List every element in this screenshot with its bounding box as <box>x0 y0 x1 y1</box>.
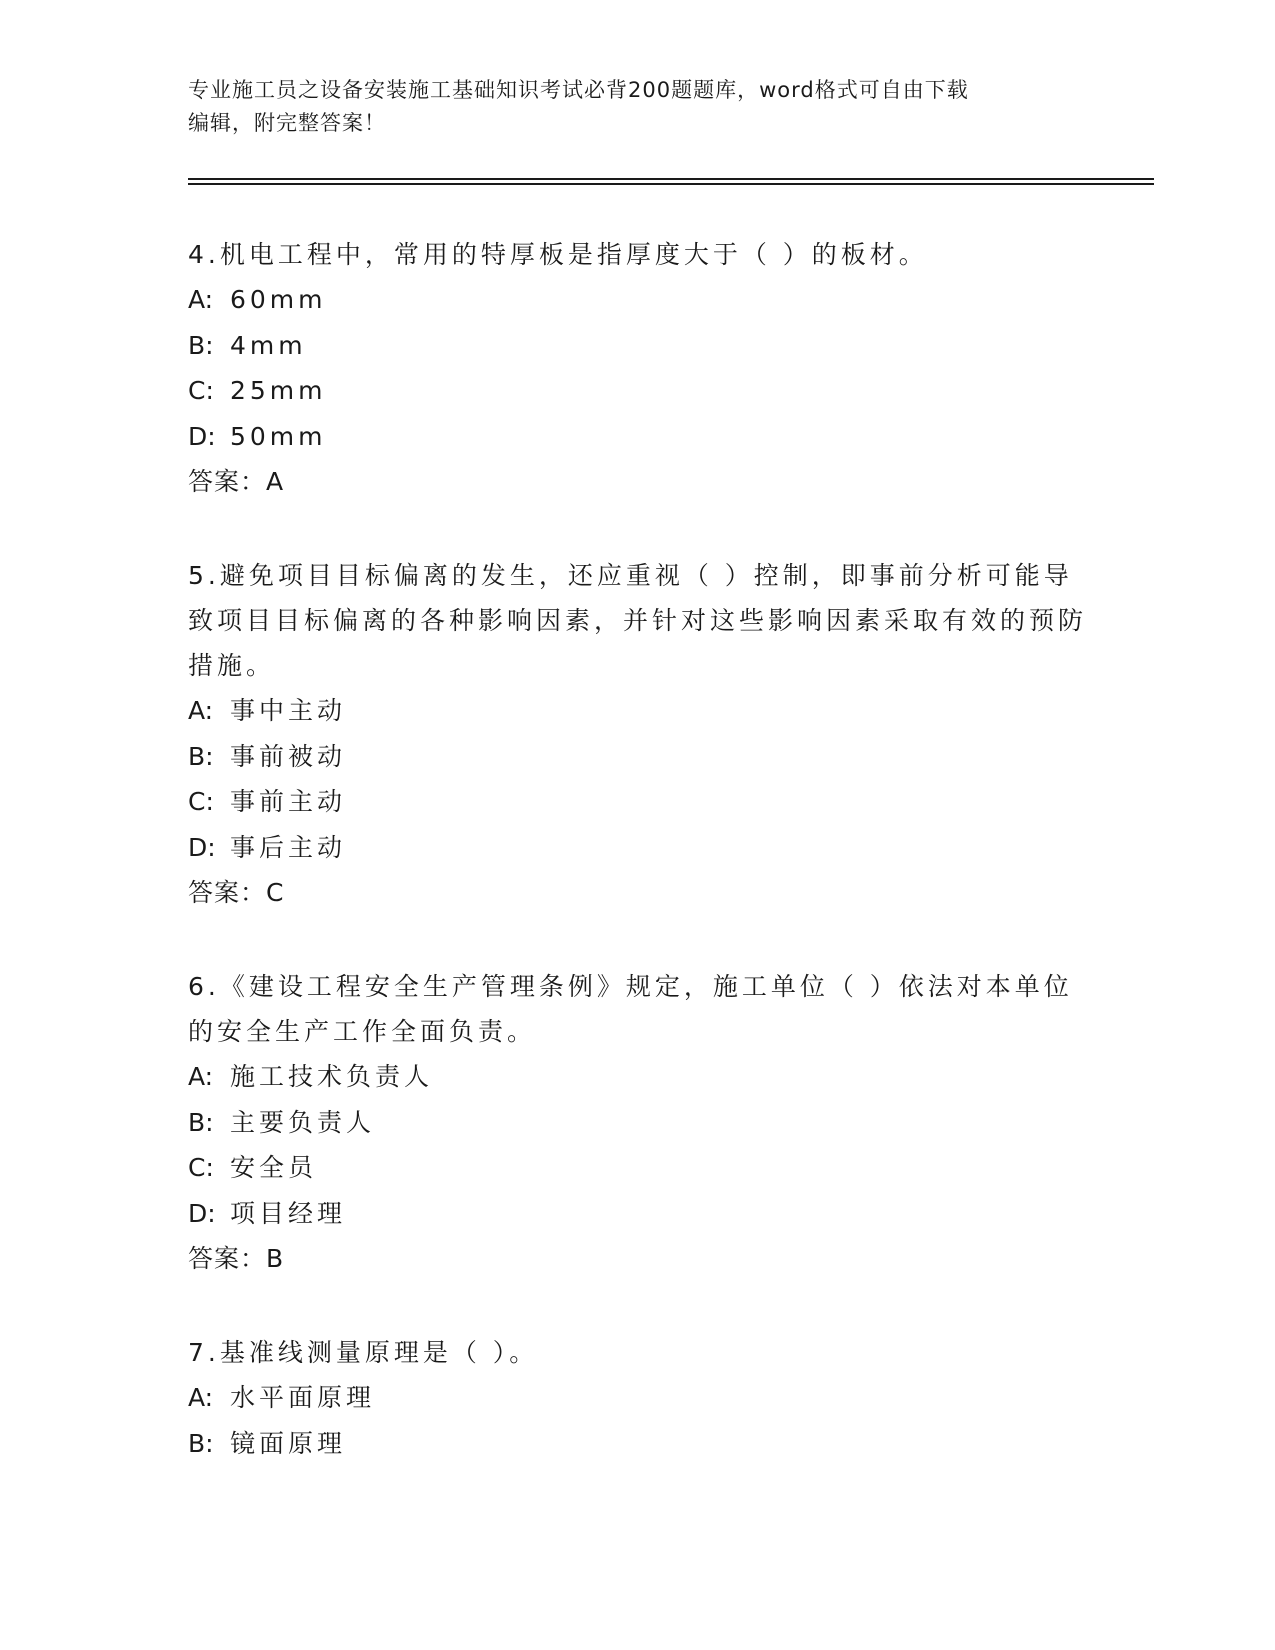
question-text: 4.机电工程中，常用的特厚板是指厚度大于（ ）的板材。 <box>188 240 928 269</box>
option-letter: B: <box>188 1428 214 1458</box>
option-text: 4mm <box>230 330 307 360</box>
option-text: 事中主动 <box>230 696 347 725</box>
option-a <box>188 1375 1088 1421</box>
question-text: 7.基准线测量原理是（ ）。 <box>188 1338 539 1367</box>
option-letter: B: <box>188 1107 214 1137</box>
option-a <box>188 1054 1088 1100</box>
option-d <box>188 1191 1088 1237</box>
question-text: 5.避免项目目标偏离的发生，还应重视（ ）控制，即事前分析可能导致项目目标偏离的各种影响因素，并针对这些影响因素采取有效的预防措施。 <box>188 561 1088 680</box>
question-5 <box>188 553 1088 915</box>
option-letter: C: <box>188 1153 214 1182</box>
header-divider-bottom <box>188 183 1154 185</box>
option-c <box>188 1145 1088 1191</box>
header-line-1: 专业施工员之设备安装施工基础知识考试必背200题题库，word格式可自由下载 <box>188 78 969 102</box>
option-text: 水平面原理 <box>230 1383 376 1412</box>
header-line-2: 编辑，附完整答案！ <box>188 111 386 135</box>
option-a <box>188 688 1088 734</box>
option-letter: C: <box>188 787 214 816</box>
option-text: 60mm <box>230 285 327 314</box>
option-b <box>188 1100 1088 1146</box>
option-text: 事前被动 <box>230 741 347 771</box>
question-7 <box>188 1330 1088 1466</box>
option-letter: A: <box>188 1383 214 1412</box>
option-letter: B: <box>188 741 214 771</box>
option-text: 主要负责人 <box>230 1107 376 1137</box>
option-text: 施工技术负责人 <box>230 1062 434 1091</box>
option-c <box>188 368 1088 414</box>
option-text: 项目经理 <box>230 1198 347 1228</box>
option-text: 25mm <box>230 376 327 405</box>
option-letter: A: <box>188 696 214 725</box>
option-letter: B: <box>188 330 214 360</box>
option-text: 50mm <box>230 421 327 451</box>
answer-line: 答案：A <box>188 467 285 496</box>
option-b <box>188 323 1088 369</box>
answer-line: 答案：B <box>188 1244 285 1273</box>
option-letter: A: <box>188 285 214 314</box>
question-4 <box>188 232 1088 504</box>
option-b <box>188 1421 1088 1467</box>
option-text: 镜面原理 <box>230 1428 347 1458</box>
option-text: 事后主动 <box>230 832 347 862</box>
option-c <box>188 779 1088 825</box>
answer-line: 答案：C <box>188 878 285 907</box>
option-letter: C: <box>188 376 214 405</box>
option-letter: D: <box>188 1198 216 1228</box>
document-header <box>188 74 1088 140</box>
option-letter: D: <box>188 832 216 862</box>
question-6 <box>188 964 1088 1281</box>
option-b <box>188 734 1088 780</box>
option-text: 安全员 <box>230 1153 318 1182</box>
option-d <box>188 825 1088 871</box>
option-d <box>188 414 1088 460</box>
option-a <box>188 277 1088 323</box>
option-letter: A: <box>188 1062 214 1091</box>
header-divider-top <box>188 178 1154 180</box>
question-text: 6.《建设工程安全生产管理条例》规定，施工单位（ ）依法对本单位的安全生产工作全面负责。 <box>188 972 1073 1046</box>
option-letter: D: <box>188 421 216 451</box>
option-text: 事前主动 <box>230 787 347 816</box>
